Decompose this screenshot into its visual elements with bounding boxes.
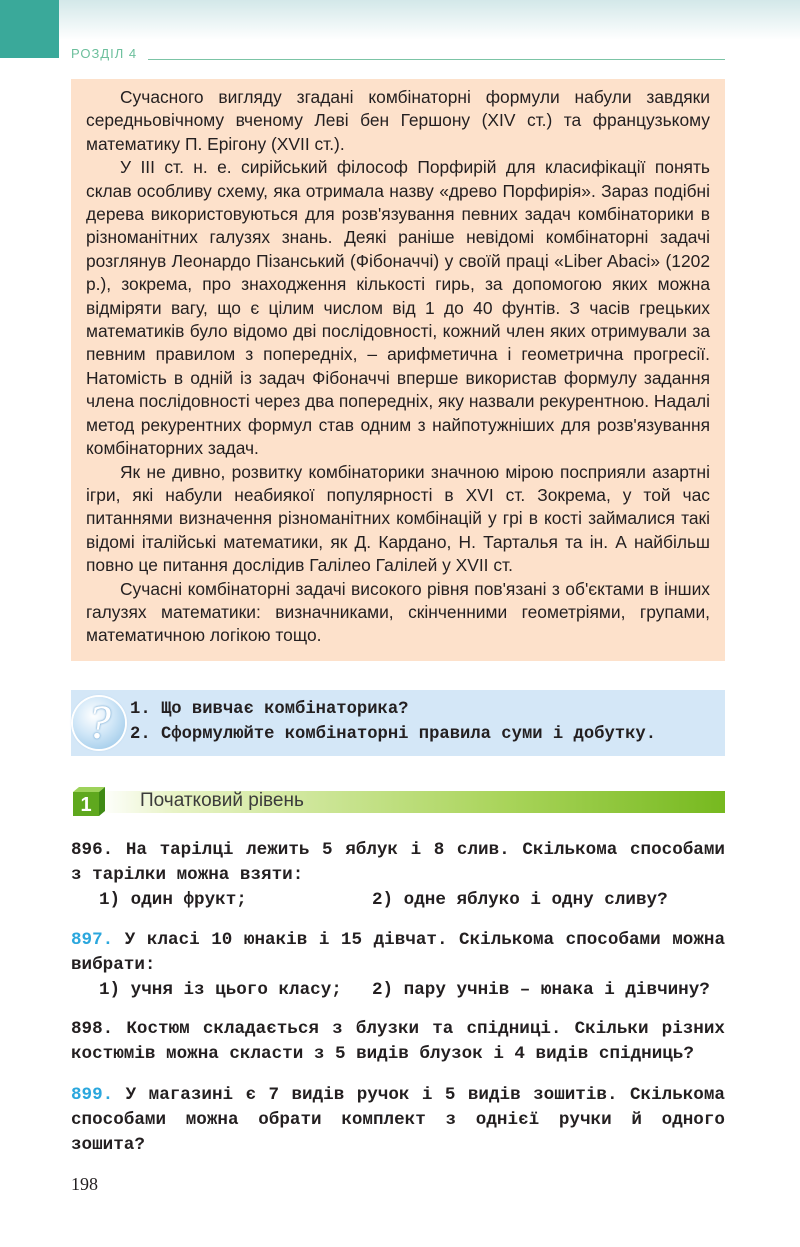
exercise-899	[71, 1083, 725, 1158]
question-icon	[73, 697, 125, 749]
exercise-898-number: 898.	[71, 1019, 114, 1039]
exercise-896-number: 896.	[71, 840, 114, 860]
review-questions-list	[130, 697, 656, 747]
exercise-899-text	[71, 1083, 725, 1158]
section-rule	[148, 59, 725, 60]
exercise-896-option-2: 2) одне яблуко і одну сливу?	[372, 890, 668, 910]
question-icon-glyph: ?	[87, 696, 111, 749]
exercise-897-options	[71, 978, 725, 1003]
history-box	[71, 79, 725, 661]
exercise-897-option-1: 1) учня із цього класу;	[99, 980, 342, 1000]
page-number: 198	[71, 1174, 98, 1194]
exercise-898-text	[71, 1017, 725, 1067]
exercise-897	[71, 928, 725, 1003]
history-paragraph-2: У III ст. н. е. сирійський філософ Порфирій для класифікації понять склав особливу схему, яка отримала назву «древо Порфирія». Зараз подібні дерева використовуються для розв'язування певних задач комбінаторики в різноманітних галузях знань. Деякі раніше невідомі комбінаторні задачі розглянув Леонардо Пізанський (Фібоначчі) у своїй праці «Liber Abaci» (1202 р.), зокрема, про знаходження кількості гирь, за допомогою яких можна відміряти вагу, що є цілим числом від 1 до 40 фунтів. З часів грецьких математиків було відомо дві послідовності, кожний член яких отримували за певним правилом з попередніх, – арифметична і геометрична прогресії. Натомість в одній із задач Фібоначчі вперше використав формулу задання члена послідовності через два попередніх, яку назвали рекурентною. Надалі метод рекурентних формул став одним з найпотужніших для розв'язування комбінаторних задач.	[86, 157, 710, 459]
level-badge-number: 1	[80, 794, 92, 816]
exercise-898	[71, 1017, 725, 1067]
exercise-896-text	[71, 838, 725, 888]
exercise-899-number: 899.	[71, 1085, 114, 1105]
exercise-896-option-1: 1) один фрукт;	[99, 890, 247, 910]
exercise-897-option-2: 2) пару учнів – юнака і дівчину?	[372, 980, 710, 1000]
review-question-2: 2. Сформулюйте комбінаторні правила суми і добутку.	[130, 725, 657, 744]
review-question-1: 1. Що вивчає комбінаторика?	[130, 700, 409, 719]
exercise-897-text	[71, 928, 725, 978]
exercise-899-body: У магазині є 7 видів ручок і 5 видів зошитів. Скількома способами можна обрати комплект з однієї ручки й одного зошита?	[71, 1085, 725, 1155]
exercise-896-options	[71, 888, 725, 913]
level-1-cube-icon	[71, 786, 107, 816]
exercise-897-number: 897.	[71, 930, 114, 950]
exercise-898-body: Костюм складається з блузки та спідниці. Скільки різних костюмів можна скласти з 5 видів блузок і 4 видів спідниць?	[71, 1019, 725, 1064]
chapter-corner-tab	[0, 0, 59, 58]
exercise-896-body: На тарілці лежить 5 яблук і 8 слив. Скількома способами з тарілки можна взяти:	[71, 840, 725, 885]
history-paragraph-3: Як не дивно, розвитку комбінаторики значною мірою посприяли азартні ігри, які набули неабиякої популярності в XVI ст. Зокрема, у той час питаннями визначення різноманітних комбінацій у грі в кості займалися такі відомі італійські математики, як Д. Кардано, Н. Тарталья та ін. А найбільш повно це питання дослідив Галілео Галілей у XVII ст.	[86, 461, 710, 576]
level-title: Початковий рівень	[140, 790, 304, 811]
exercise-897-body: У класі 10 юнаків і 15 дівчат. Скількома способами можна вибрати:	[71, 930, 726, 975]
section-label: РОЗДІЛ 4	[71, 46, 138, 61]
header-band	[0, 0, 800, 40]
review-questions-box	[71, 690, 725, 756]
level-heading	[71, 786, 725, 816]
history-paragraph-4: Сучасні комбінаторні задачі високого рівня пов'язані з об'єктами в інших галузях математики: визначниками, скінченними геометріями, групами, математичною логікою тощо.	[86, 578, 710, 646]
exercise-896	[71, 838, 725, 913]
history-paragraph-1: Сучасного вигляду згадані комбінаторні формули набули завдяки середньовічному вченому Леві бен Гершону (XIV ст.) та французькому математику П. Ерігону (XVII ст.).	[86, 87, 710, 154]
